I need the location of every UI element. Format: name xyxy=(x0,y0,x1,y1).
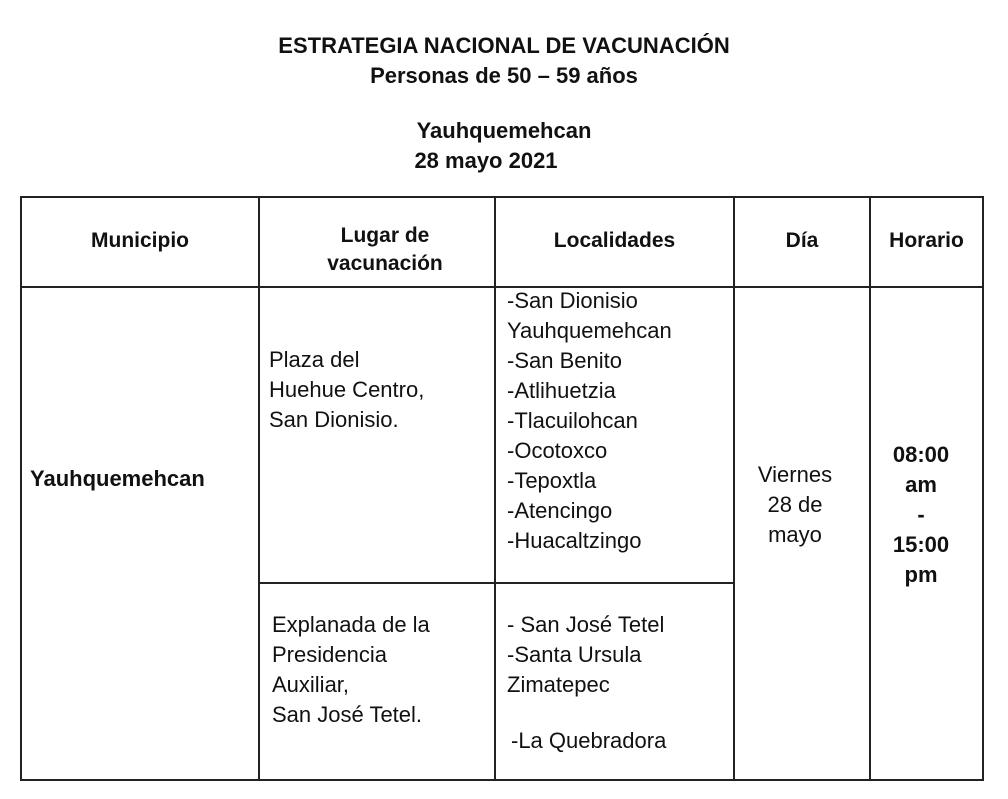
localidades-cell: -San Dionisio Yauhquemehcan -San Benito -Atlihuetzia -Tlacuilohcan -Ocotoxco -Tepoxtla -Atencingo -Huacaltzingo xyxy=(507,288,672,553)
lugar-cell: Plaza del Huehue Centro, San Dionisio. xyxy=(269,347,425,432)
header-lugar: Lugar de vacunación xyxy=(327,224,443,275)
dia-cell: Viernes 28 de mayo xyxy=(757,462,833,547)
date-heading: 28 mayo 2021 xyxy=(414,148,558,173)
municipio-cell: Yauhquemehcan xyxy=(30,466,205,491)
horario-cell: 08:00 am - 15:00 pm xyxy=(892,442,950,587)
header-localidades: Localidades xyxy=(553,229,676,252)
border xyxy=(20,196,22,781)
header-horario: Horario xyxy=(889,229,964,252)
lugar-cell: Explanada de la Presidencia Auxiliar, San José Tetel. xyxy=(272,612,430,727)
localidades-cell: - San José Tetel -Santa Ursula Zimatepec xyxy=(507,612,665,697)
border xyxy=(259,582,735,584)
border xyxy=(982,196,984,781)
border xyxy=(494,196,496,781)
border xyxy=(20,779,984,781)
localidades-cell-extra: -La Quebradora xyxy=(511,728,667,753)
border xyxy=(20,196,984,198)
header-dia: Día xyxy=(785,229,819,252)
border xyxy=(20,286,984,288)
place-heading: Yauhquemehcan xyxy=(416,118,592,143)
document-title: ESTRATEGIA NACIONAL DE VACUNACIÓN xyxy=(278,33,730,58)
border xyxy=(258,196,260,781)
document-subtitle: Personas de 50 – 59 años xyxy=(370,63,638,88)
header-municipio: Municipio xyxy=(91,229,189,252)
